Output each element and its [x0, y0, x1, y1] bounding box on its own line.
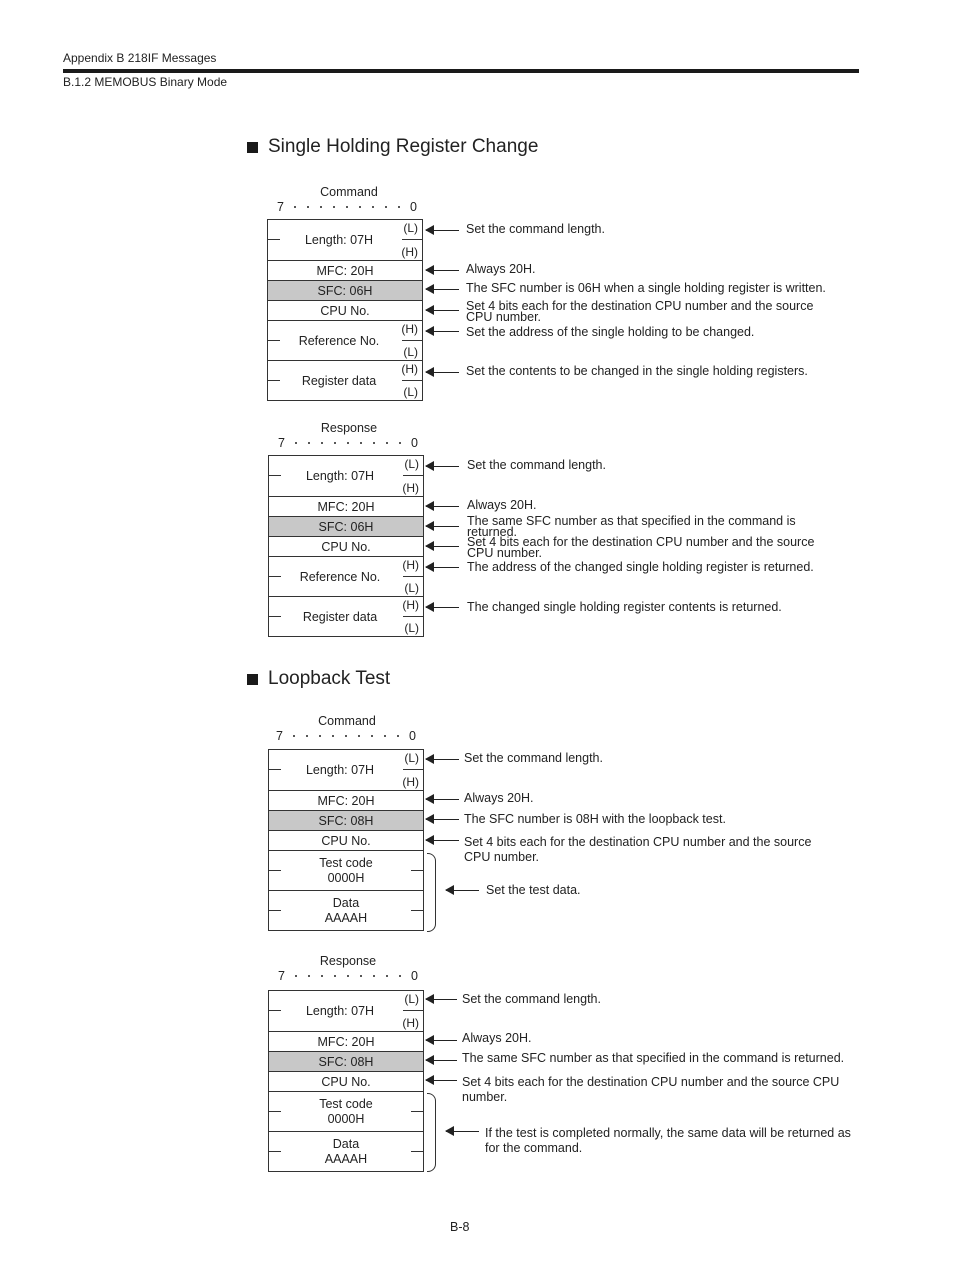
arrow-icon	[426, 270, 459, 271]
arrow-icon	[426, 310, 459, 311]
desc-cpu: Set 4 bits each for the destination CPU number and the source CPU number.	[464, 835, 812, 864]
field-mfc: MFC: 20H	[268, 260, 422, 280]
header-rule	[63, 69, 859, 73]
arrow-icon	[426, 546, 459, 547]
block-label-command: Command	[320, 185, 378, 199]
brace-icon	[427, 853, 436, 932]
bit-dots	[284, 206, 410, 208]
section-title-text: Single Holding Register Change	[268, 136, 539, 157]
command-frame-loopback	[268, 749, 424, 931]
bit-scale	[277, 200, 417, 214]
field-sfc: SFC: 08H	[269, 1051, 423, 1071]
field-data: Data AAAAH	[269, 890, 423, 930]
field-length: Length: 07H (L) (H)	[269, 991, 423, 1031]
desc-register: Set the contents to be changed in the single holding registers.	[466, 364, 808, 378]
desc-length: Set the command length.	[462, 992, 601, 1006]
section-title-text: Loopback Test	[268, 668, 391, 689]
arrow-icon	[426, 567, 459, 568]
arrow-icon	[446, 890, 479, 891]
bit-scale	[278, 969, 418, 983]
arrow-icon	[426, 1060, 457, 1061]
section-title-loopback	[247, 668, 390, 690]
desc-cpu: Set 4 bits each for the destination CPU number and the source CPU number.	[466, 299, 814, 324]
field-length: Length: 07H (L) (H)	[269, 750, 423, 790]
desc-test: Set the test data.	[486, 883, 581, 897]
field-sfc: SFC: 06H	[269, 516, 423, 536]
arrow-icon	[426, 840, 459, 841]
arrow-icon	[426, 999, 457, 1000]
field-data: Data AAAAH	[269, 1131, 423, 1171]
field-cpu: CPU No.	[268, 300, 422, 320]
bit-dots	[283, 735, 409, 737]
bit-low: 0	[409, 729, 416, 743]
field-reference: Reference No. (H) (L)	[269, 556, 423, 596]
desc-reference: The address of the changed single holding register is returned.	[467, 560, 814, 574]
field-mfc: MFC: 20H	[269, 790, 423, 810]
field-length: Length: 07H (L) (H)	[269, 456, 423, 496]
field-test-code: Test code 0000H	[269, 850, 423, 890]
arrow-icon	[426, 607, 459, 608]
bit-dots	[285, 442, 411, 444]
desc-cpu: Set 4 bits each for the destination CPU number and the source CPU number.	[462, 1075, 840, 1104]
field-sfc: SFC: 08H	[269, 810, 423, 830]
field-cpu: CPU No.	[269, 830, 423, 850]
arrow-icon	[426, 331, 459, 332]
response-frame-shr	[268, 455, 424, 637]
desc-cpu: Set 4 bits each for the destination CPU number and the source CPU number.	[467, 535, 815, 560]
bit-high: 7	[277, 200, 284, 214]
bit-low: 0	[411, 969, 418, 983]
arrow-icon	[426, 799, 459, 800]
desc-sfc: The SFC number is 08H with the loopback test.	[464, 812, 726, 826]
block-label-response: Response	[320, 421, 378, 435]
bit-high: 7	[276, 729, 283, 743]
command-frame-shr	[267, 219, 423, 401]
bullet-square-icon	[247, 142, 258, 153]
page-number: B-8	[450, 1220, 470, 1234]
block-label-command: Command	[318, 714, 376, 728]
desc-reference: Set the address of the single holding to be changed.	[466, 325, 755, 339]
field-test-code: Test code 0000H	[269, 1091, 423, 1131]
bit-high: 7	[278, 969, 285, 983]
arrow-icon	[426, 1040, 457, 1041]
desc-length: Set the command length.	[464, 751, 603, 765]
bit-scale	[278, 436, 418, 450]
field-cpu: CPU No.	[269, 1071, 423, 1091]
desc-length: Set the command length.	[467, 458, 606, 472]
running-header-section: B.1.2 MEMOBUS Binary Mode	[63, 75, 228, 89]
section-title-single-holding	[247, 136, 538, 158]
bit-high: 7	[278, 436, 285, 450]
bit-low: 0	[411, 436, 418, 450]
field-cpu: CPU No.	[269, 536, 423, 556]
arrow-icon	[426, 289, 459, 290]
brace-icon	[427, 1093, 436, 1172]
running-header-chapter: Appendix B 218IF Messages	[63, 51, 217, 65]
arrow-icon	[426, 506, 459, 507]
desc-mfc: Always 20H.	[462, 1031, 532, 1045]
field-mfc: MFC: 20H	[269, 1031, 423, 1051]
block-label-response: Response	[319, 954, 377, 968]
response-frame-loopback	[268, 990, 424, 1172]
arrow-icon	[426, 372, 459, 373]
bit-low: 0	[410, 200, 417, 214]
field-sfc: SFC: 06H	[268, 280, 422, 300]
desc-mfc: Always 20H.	[464, 791, 534, 805]
desc-test: If the test is completed normally, the same data will be returned as for the command.	[485, 1126, 851, 1155]
desc-mfc: Always 20H.	[466, 262, 536, 276]
desc-mfc: Always 20H.	[467, 498, 537, 512]
field-reference: Reference No. (H) (L)	[268, 320, 422, 360]
arrow-icon	[426, 759, 459, 760]
field-register-data: Register data (H) (L)	[268, 360, 422, 400]
arrow-icon	[426, 819, 459, 820]
field-register-data: Register data (H) (L)	[269, 596, 423, 636]
arrow-icon	[446, 1131, 479, 1132]
arrow-icon	[426, 230, 459, 231]
desc-sfc: The same SFC number as that specified in the command is returned.	[467, 514, 796, 539]
desc-register: The changed single holding register contents is returned.	[467, 600, 782, 614]
desc-sfc: The SFC number is 06H when a single holding register is written.	[466, 281, 826, 295]
arrow-icon	[426, 1080, 457, 1081]
arrow-icon	[426, 526, 459, 527]
desc-sfc: The same SFC number as that specified in the command is returned.	[462, 1051, 845, 1065]
arrow-icon	[426, 466, 459, 467]
desc-length: Set the command length.	[466, 222, 605, 236]
bit-dots	[285, 975, 411, 977]
field-mfc: MFC: 20H	[269, 496, 423, 516]
field-length: Length: 07H (L) (H)	[268, 220, 422, 260]
bit-scale	[276, 729, 416, 743]
bullet-square-icon	[247, 674, 258, 685]
